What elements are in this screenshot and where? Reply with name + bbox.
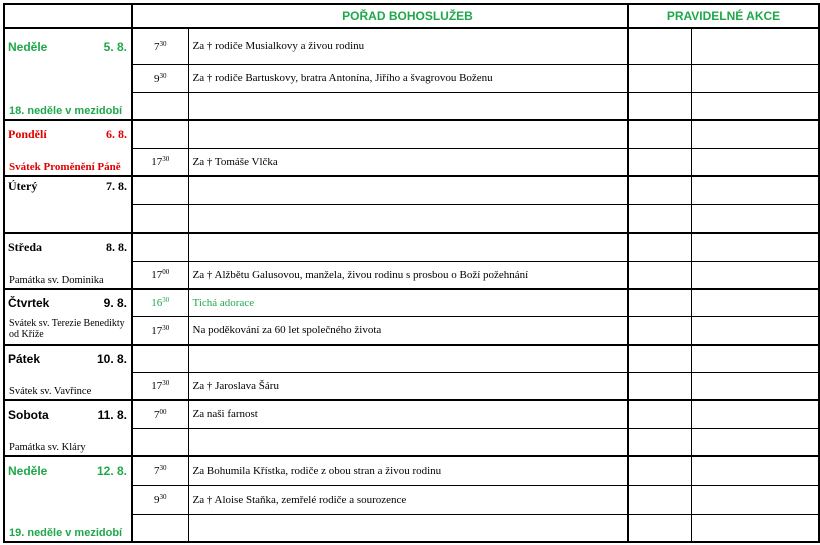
day-cell-spacer	[4, 485, 132, 514]
day-cell	[4, 233, 132, 261]
service-intention: Za † Tomáše Vlčka	[188, 148, 628, 176]
event-cell	[628, 485, 691, 514]
day-note-cell	[4, 92, 132, 120]
day-note-cell	[4, 372, 132, 400]
event-cell	[628, 514, 691, 542]
day-name: Pátek	[8, 352, 41, 366]
service-intention: Za † Aloise Staňka, zemřelé rodiče a sourozence	[188, 485, 628, 514]
event-cell	[628, 92, 691, 120]
event-cell	[691, 64, 819, 92]
event-cell	[628, 456, 691, 485]
service-time-empty	[132, 176, 188, 204]
event-cell	[691, 289, 819, 316]
day-name: Pondělí	[8, 127, 47, 141]
service-time: $7^{30}$	[132, 28, 188, 64]
event-cell	[691, 28, 819, 64]
service-intention-empty	[188, 120, 628, 148]
event-cell	[691, 345, 819, 372]
service-time: $9^{30}$	[132, 64, 188, 92]
day-note: Svátek Proměnění Páně	[9, 161, 121, 173]
day-name: Sobota	[8, 407, 49, 422]
event-cell	[691, 233, 819, 261]
service-time: $17^{00}$	[132, 261, 188, 289]
service-time: $17^{30}$	[132, 372, 188, 400]
event-cell	[628, 372, 691, 400]
service-time-empty	[132, 428, 188, 456]
header-time-cell	[132, 4, 188, 28]
day-note: Památka sv. Kláry	[9, 442, 86, 453]
event-cell	[628, 148, 691, 176]
services-header: POŘAD BOHOSLUŽEB	[188, 4, 628, 28]
event-cell	[691, 514, 819, 542]
event-cell	[691, 148, 819, 176]
event-cell	[691, 400, 819, 428]
day-date: 6. 8.	[106, 127, 127, 141]
event-cell	[691, 176, 819, 204]
event-cell	[691, 92, 819, 120]
service-intention: Za Bohumila Křístka, rodiče z obou stran a živou rodinu	[188, 456, 628, 485]
day-date: 9. 8.	[103, 296, 127, 310]
day-note: Svátek sv. Terezie Benedikty od Kříže	[9, 318, 125, 340]
service-intention-empty	[188, 345, 628, 372]
service-intention: Za † rodiče Bartuskovy, bratra Antonína, Jiřího a švagrovou Boženu	[188, 64, 628, 92]
service-time-empty	[132, 345, 188, 372]
service-intention-empty	[188, 233, 628, 261]
day-name: Neděle	[8, 464, 48, 478]
service-time: $16^{30}$	[132, 289, 188, 316]
day-date: 5. 8.	[103, 39, 127, 54]
event-cell	[628, 233, 691, 261]
service-intention: Tichá adorace	[188, 289, 628, 316]
day-date: 7. 8.	[106, 179, 127, 193]
day-name: Neděle	[8, 39, 48, 54]
day-note-cell	[4, 148, 132, 176]
service-time: $7^{30}$	[132, 456, 188, 485]
day-date: 11. 8.	[97, 407, 127, 422]
day-cell	[4, 120, 132, 148]
event-cell	[628, 261, 691, 289]
service-time: $7^{00}$	[132, 400, 188, 428]
service-intention-empty	[188, 204, 628, 233]
day-date: 10. 8.	[96, 352, 127, 366]
service-intention-empty	[188, 92, 628, 120]
service-intention: Na poděkování za 60 let společného života	[188, 316, 628, 345]
day-cell-spacer	[4, 204, 132, 233]
service-time-empty	[132, 120, 188, 148]
service-intention: Za naši farnost	[188, 400, 628, 428]
service-time: $17^{30}$	[132, 316, 188, 345]
event-cell	[691, 204, 819, 233]
service-intention-empty	[188, 428, 628, 456]
event-cell	[628, 120, 691, 148]
day-cell-spacer	[4, 64, 132, 92]
event-cell	[628, 428, 691, 456]
day-note-cell	[4, 316, 132, 345]
day-cell	[4, 456, 132, 485]
event-cell	[691, 261, 819, 289]
service-time-empty	[132, 204, 188, 233]
event-cell	[691, 456, 819, 485]
service-time: $17^{30}$	[132, 148, 188, 176]
event-cell	[691, 428, 819, 456]
day-name: Středa	[8, 240, 42, 254]
event-cell	[628, 176, 691, 204]
day-note: Svátek sv. Vavřince	[9, 386, 92, 397]
day-name: Úterý	[8, 179, 38, 193]
event-cell	[691, 316, 819, 345]
mass-schedule-table	[3, 3, 820, 543]
service-time: $9^{30}$	[132, 485, 188, 514]
service-time-empty	[132, 233, 188, 261]
day-note-cell	[4, 428, 132, 456]
service-time-empty	[132, 514, 188, 542]
day-note-cell	[4, 514, 132, 542]
day-cell	[4, 176, 132, 204]
day-date: 12. 8.	[96, 464, 127, 478]
event-cell	[691, 372, 819, 400]
service-intention: Za † Jaroslava Šáru	[188, 372, 628, 400]
day-note: 19. neděle v mezidobí	[9, 527, 123, 539]
regular-events-header: PRAVIDELNÉ AKCE	[628, 4, 819, 28]
service-intention-empty	[188, 176, 628, 204]
event-cell	[628, 64, 691, 92]
service-intention: Za † rodiče Musialkovy a živou rodinu	[188, 28, 628, 64]
day-name: Čtvrtek	[8, 296, 50, 310]
day-note: 18. neděle v mezidobí	[9, 105, 123, 117]
event-cell	[628, 345, 691, 372]
service-intention-empty	[188, 514, 628, 542]
event-cell	[628, 400, 691, 428]
day-cell	[4, 289, 132, 316]
day-note: Památka sv. Dominika	[9, 275, 104, 286]
event-cell	[628, 316, 691, 345]
day-cell	[4, 345, 132, 372]
event-cell	[691, 485, 819, 514]
service-intention: Za † Alžbětu Galusovou, manžela, živou rodinu s prosbou o Boží požehnání	[188, 261, 628, 289]
event-cell	[628, 28, 691, 64]
event-cell	[628, 289, 691, 316]
day-note-cell	[4, 261, 132, 289]
corner-cell	[4, 4, 132, 28]
service-time-empty	[132, 92, 188, 120]
event-cell	[628, 204, 691, 233]
day-cell	[4, 400, 132, 428]
event-cell	[691, 120, 819, 148]
day-date: 8. 8.	[106, 240, 127, 254]
day-cell	[4, 28, 132, 64]
